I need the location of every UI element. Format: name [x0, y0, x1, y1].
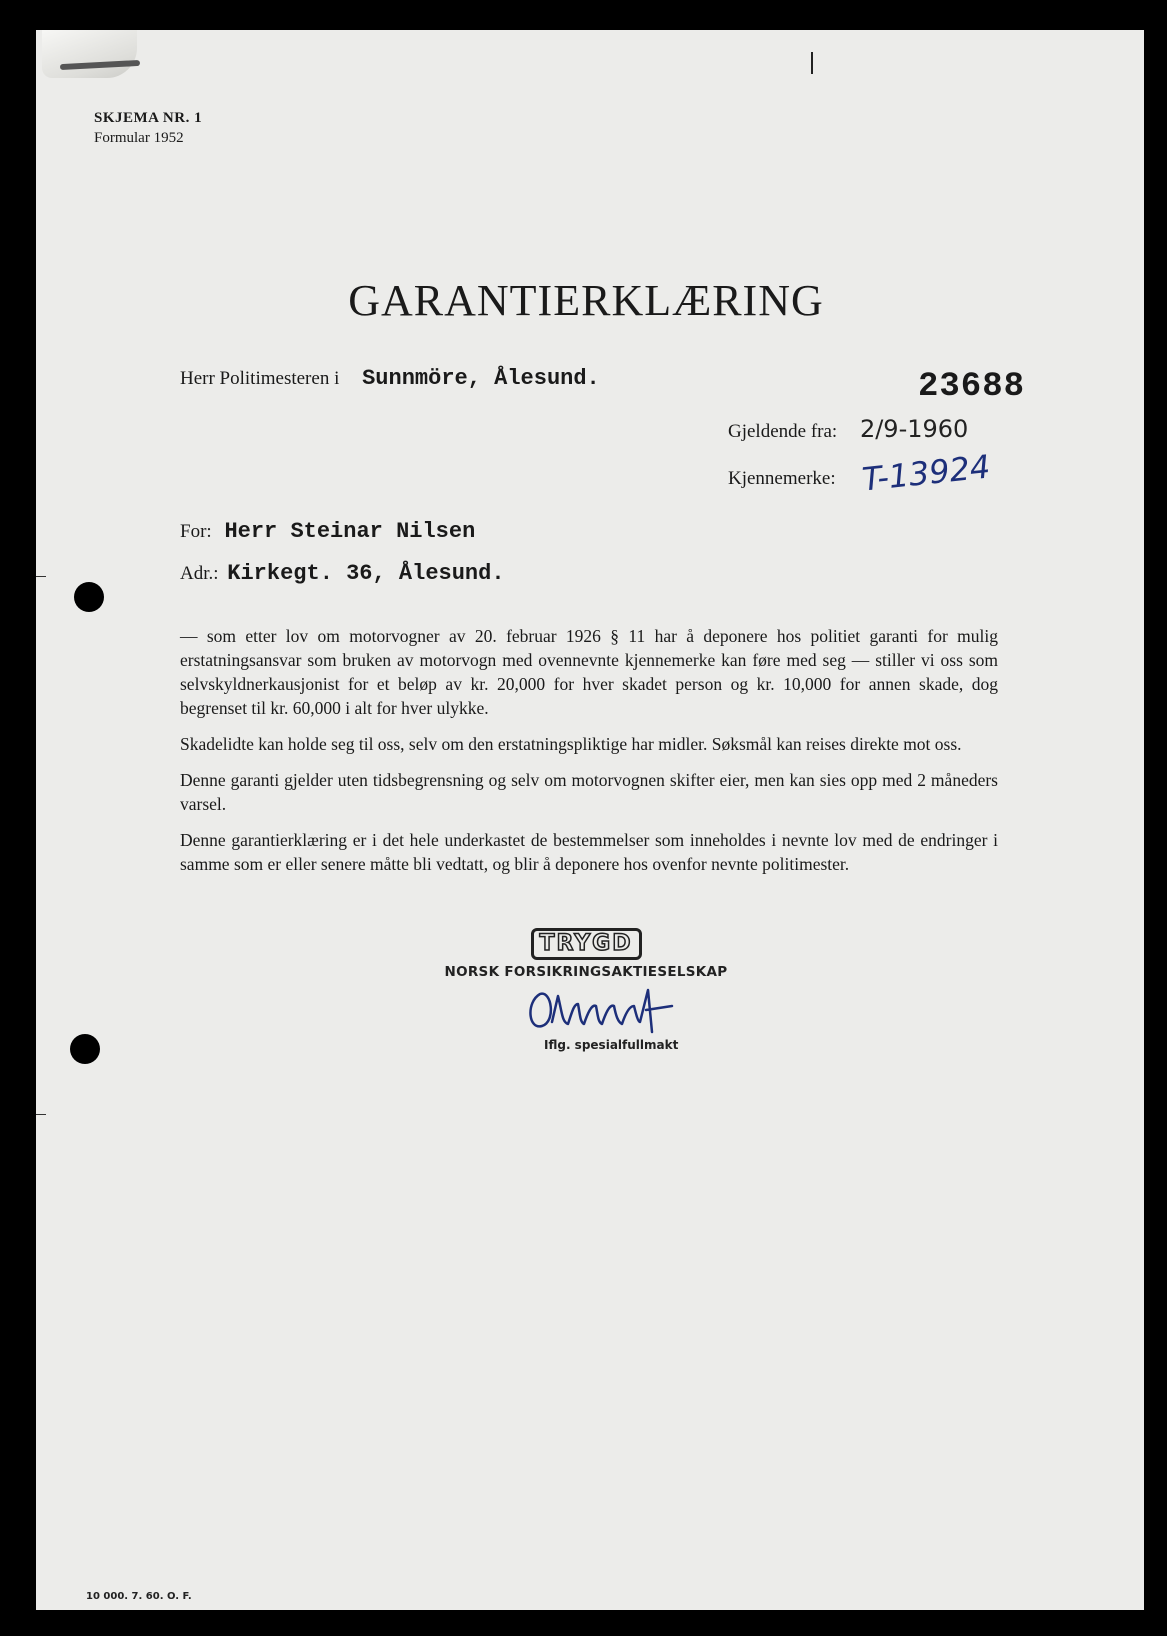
form-number: SKJEMA NR. 1 [94, 110, 203, 126]
paragraph: — som etter lov om motorvogner av 20. februar 1926 § 11 har å deponere hos politiet garanti for mulig erstatningsansvar som bruken av motorvogn med ovennevnte kjennemerke kan føre med seg — stiller vi oss som selvskyldnerkausjonist for et beløp av kr. 20,000 for hver skadet person og kr. 10,000 for annen skade, dog begrenset til kr. 60,000 i alt for hver ulykke. [180, 626, 998, 718]
valid-from-line [728, 415, 968, 443]
for-line [180, 519, 475, 544]
form-identifier [94, 108, 202, 148]
paragraph: Skadelidte kan holde seg til oss, selv om den erstatningspliktige har midler. Søksmål kan reises direkte mot oss. [180, 734, 962, 754]
paragraph: Denne garanti gjelder uten tidsbegrensning og selv om motorvognen skifter eier, men kan sies opp med 2 måneders varsel. [180, 770, 998, 814]
recipient-label: Herr Politimesteren i [180, 368, 340, 389]
registration-line [728, 447, 993, 499]
registration-value: T-13924 [860, 447, 993, 499]
trygd-logo: TRYGD [531, 928, 642, 960]
guarantee-text [180, 624, 998, 888]
punch-hole-icon [70, 1034, 100, 1064]
staple-corner [42, 30, 137, 78]
signature [522, 982, 692, 1042]
company-name: NORSK FORSIKRINGSAKTIESELSKAP [444, 964, 728, 980]
paragraph: Denne garantierklæring er i det hele underkastet de bestemmelser som inneholdes i nevnte lov med de endringer i samme som er eller senere måtte bli vedtatt, og blir å deponere hos ovenfor nevnte politimester. [180, 830, 998, 874]
authorization-note: Iflg. spesialfullmakt [544, 1038, 679, 1052]
punch-hole-icon [74, 582, 104, 612]
document-title: GARANTIERKLÆRING [348, 276, 824, 325]
for-label: For: [180, 521, 212, 542]
company-stamp [436, 928, 736, 980]
fold-mark [36, 576, 46, 577]
document-number: 23688 [918, 368, 1026, 406]
recipient-line [180, 366, 600, 391]
registration-label: Kjennemerke: [728, 468, 836, 489]
margin-tick-mark [811, 52, 813, 74]
document-page [36, 30, 1144, 1610]
form-year: Formular 1952 [94, 130, 184, 146]
valid-from-label: Gjeldende fra: [728, 421, 838, 442]
for-value: Herr Steinar Nilsen [224, 519, 476, 544]
address-line [180, 561, 505, 586]
fold-mark [36, 1114, 46, 1115]
print-code: 10 000. 7. 60. O. F. [86, 1591, 192, 1602]
recipient-value: Sunnmöre, Ålesund. [362, 366, 600, 391]
valid-from-value: 2/9-1960 [859, 415, 969, 443]
address-label: Adr.: [180, 563, 219, 584]
address-value: Kirkegt. 36, Ålesund. [227, 561, 505, 586]
